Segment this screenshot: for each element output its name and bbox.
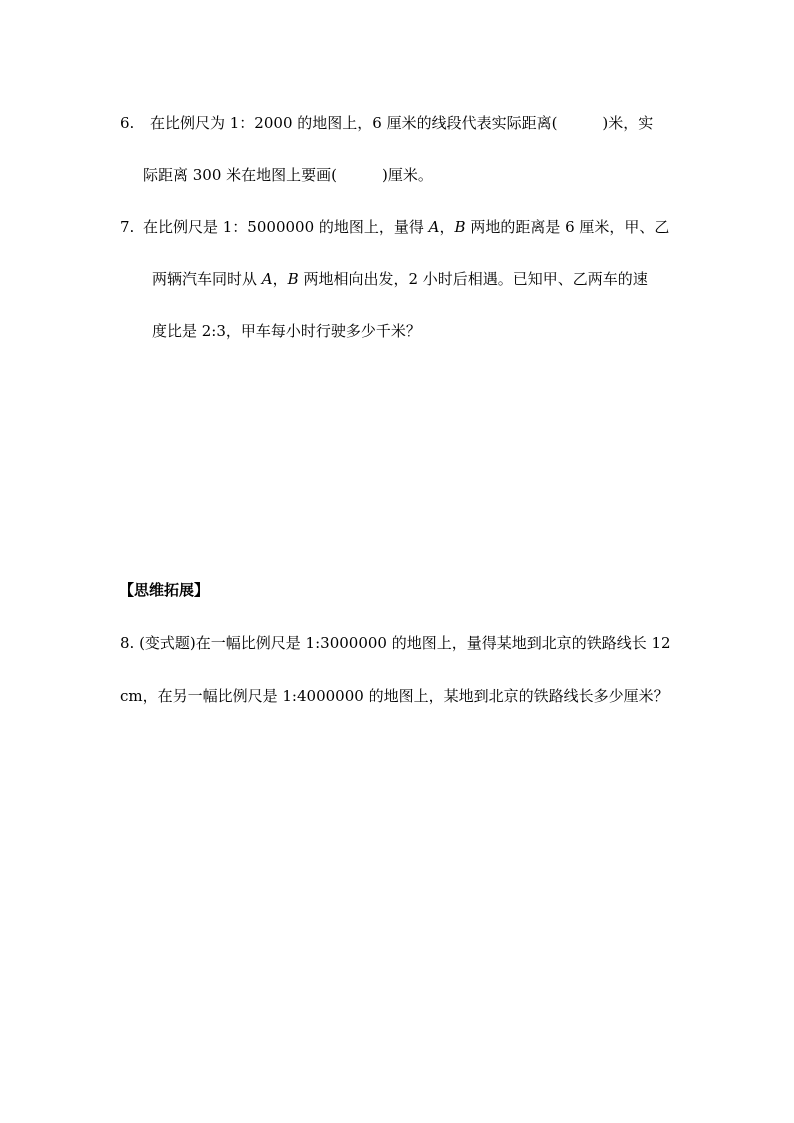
question-8-line-1: 8. (变式题)在一幅比例尺是 1:3000000 的地图上，量得某地到北京的铁路线长 12	[120, 634, 671, 652]
point-a-label: A	[261, 270, 273, 288]
question-8-line-2: cm，在另一幅比例尺是 1:4000000 的地图上，某地到北京的铁路线长多少厘米？	[120, 687, 669, 705]
question-7-text-1a: 在比例尺是 1：5000000 的地图上，量得	[143, 218, 429, 236]
question-6-number: 6.	[120, 114, 135, 132]
question-7-text-1c: 两地的距离是 6 厘米，甲、乙	[465, 218, 670, 236]
point-b-label: B	[287, 270, 299, 288]
question-7-text-2c: 两地相向出发，2 小时后相遇。已知甲、乙两车的速	[298, 270, 648, 288]
question-6-line-1	[120, 113, 653, 133]
question-7-text-2b: ，	[272, 270, 288, 288]
question-7-line-2	[152, 269, 648, 289]
question-7-number: 7.	[120, 218, 135, 236]
question-6-text-1: 在比例尺为 1：2000 的地图上，6 厘米的线段代表实际距离( )米，实	[150, 114, 654, 132]
section-heading: 【思维拓展】	[119, 581, 210, 599]
point-a-label: A	[428, 218, 440, 236]
point-b-label: B	[454, 218, 466, 236]
question-7-text-1b: ，	[439, 218, 455, 236]
question-7-line-1	[120, 217, 669, 237]
question-7-line-3: 度比是 2:3，甲车每小时行驶多少千米？	[152, 322, 421, 340]
question-7-text-2a: 两辆汽车同时从	[152, 270, 262, 288]
question-6-line-2: 际距离 300 米在地图上要画( )厘米。	[143, 166, 433, 184]
